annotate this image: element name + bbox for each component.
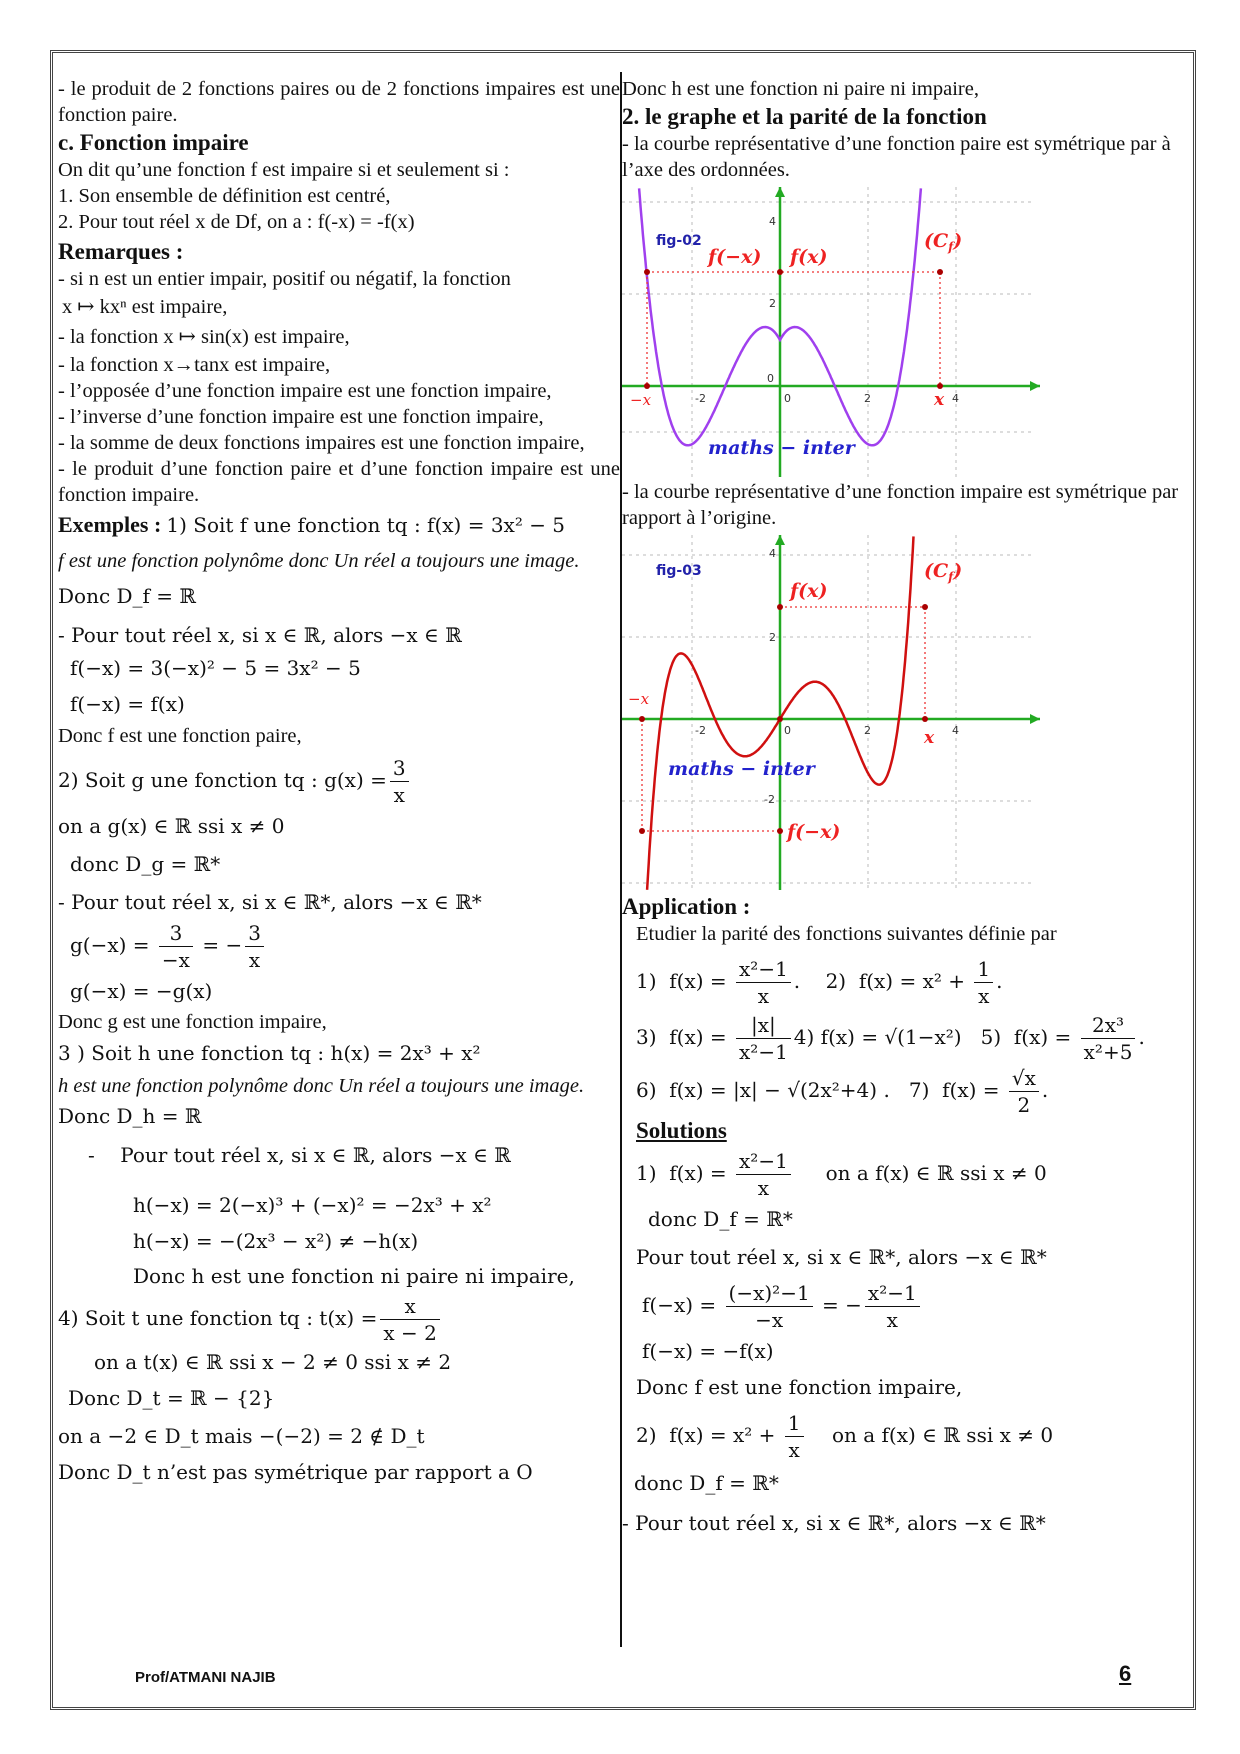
math-line: f(−x) = f(x)	[70, 692, 185, 716]
text-line: - la courbe représentative d’une fonction paire est symétrique par à l’axe des ordonnées.	[622, 133, 1171, 181]
even-function-graph	[622, 187, 1042, 477]
examples-heading: Exemples :	[58, 512, 162, 537]
text-line: 1. Son ensemble de définition est centré,	[58, 185, 391, 207]
tick-label: 4	[952, 392, 959, 405]
math-line: donc D_f = ℝ*	[648, 1207, 793, 1231]
math-line: h(−x) = 2(−x)³ + (−x)² = −2x³ + x²	[133, 1193, 492, 1217]
math-line: - Pour tout réel x, si x ∈ ℝ, alors −x ∈ ℝ	[58, 623, 462, 647]
tick-label: 4	[769, 547, 776, 560]
text-line: h est une fonction polynôme donc Un réel a toujours une image.	[58, 1075, 585, 1097]
label-f-minus-x: f(−x)	[787, 821, 841, 843]
math-line: h(−x) = −(2x³ − x²) ≠ −h(x)	[133, 1229, 419, 1253]
tick-label: 4	[769, 215, 776, 228]
text-line: Donc f est une fonction paire,	[58, 725, 302, 747]
section-heading: Application :	[622, 894, 751, 919]
math-line: 4) Soit t une fonction tq : t(x) =	[58, 1306, 378, 1330]
math-line: 2) Soit g une fonction tq : g(x) =	[58, 768, 387, 792]
label-f-x: f(x)	[790, 580, 828, 602]
math-line: 1) Soit f une fonction tq : f(x) = 3x² − 5	[166, 513, 566, 537]
watermark: maths − inter	[668, 758, 815, 780]
math-line: f(−x) = −f(x)	[642, 1339, 774, 1363]
page-number: 6	[1119, 1661, 1132, 1686]
label-x: x	[934, 390, 945, 410]
tick-label: 0	[767, 372, 774, 385]
math-line: Donc D_t n’est pas symétrique par rapport a O	[58, 1460, 533, 1484]
text-line: On dit qu’une fonction f est impaire si et seulement si :	[58, 159, 510, 181]
tick-label: 2	[864, 392, 871, 405]
section-heading: 2. le graphe et la parité de la fonction	[622, 104, 987, 129]
text-line: 2. Pour tout réel x de Df, on a : f(-x) = -f(x)	[58, 211, 415, 233]
math-line: donc D_f = ℝ*	[634, 1471, 779, 1495]
text-line: - la fonction x ↦ sin(x) est impaire,	[58, 326, 350, 348]
tick-label: 0	[784, 392, 791, 405]
text-line: - l’opposée d’une fonction impaire est une fonction impaire,	[58, 380, 552, 402]
tick-label: -2	[695, 724, 706, 737]
math-line: f(−x) = 3(−x)² − 5 = 3x² − 5	[70, 656, 361, 680]
text-line: - la somme de deux fonctions impaires est une fonction impaire,	[58, 432, 585, 454]
text-line: Donc h est une fonction ni paire ni impaire,	[622, 78, 979, 100]
math-line: g(−x) = −g(x)	[70, 979, 213, 1003]
label-f-x: f(x)	[790, 246, 828, 268]
math-line: on a g(x) ∈ ℝ ssi x ≠ 0	[58, 814, 285, 838]
curve-label: $(C_f)$	[924, 560, 963, 584]
text-line: - l’inverse d’une fonction impaire est une fonction impaire,	[58, 406, 544, 428]
math-line: Donc h est une fonction ni paire ni impaire,	[133, 1264, 575, 1288]
exercise-line: 6) f(x) = |x| − √(2x²+4) . 7) f(x) = $\frac{√x}{2}$ .	[636, 1066, 1049, 1117]
tick-label: -2	[764, 793, 775, 806]
math-line: - Pour tout réel x, si x ∈ ℝ*, alors −x ∈ ℝ*	[58, 890, 482, 914]
math-line: 3 ) Soit h une fonction tq : h(x) = 2x³ + x²	[58, 1041, 481, 1065]
watermark: maths − inter	[708, 437, 855, 459]
section-heading: Remarques :	[58, 239, 184, 264]
math-line: Donc D_t = ℝ − {2}	[68, 1386, 275, 1410]
math-line: g(−x) = $\frac{3}{-x}$ = − $\frac{3}{x}$	[58, 920, 620, 973]
text-line: - le produit de 2 fonctions paires ou de 2 fonctions impaires est une fonction paire.	[58, 78, 620, 126]
author: Prof/ATMANI NAJIB	[135, 1669, 276, 1686]
text-line: f est une fonction polynôme donc Un réel a toujours une image.	[58, 550, 580, 572]
curve-label: $(C_f)$	[924, 230, 963, 254]
text-line: - la courbe représentative d’une fonction impaire est symétrique par rapport à l’origine.	[622, 481, 1179, 529]
text-line: Donc g est une fonction impaire,	[58, 1011, 327, 1033]
tick-label: 4	[952, 724, 959, 737]
text-line: - la fonction x→tanx est impaire,	[58, 354, 331, 376]
tick-label: 0	[784, 724, 791, 737]
math-line: donc D_g = ℝ*	[70, 852, 221, 876]
math-line: - Pour tout réel x, si x ∈ ℝ, alors −x ∈ ℝ	[88, 1143, 511, 1167]
label-f-minus-x: f(−x)	[708, 246, 762, 268]
label-minus-x: −x	[628, 690, 650, 708]
math-line: Donc D_f = ℝ	[58, 584, 197, 608]
math-line: on a t(x) ∈ ℝ ssi x − 2 ≠ 0 ssi x ≠ 2	[94, 1350, 452, 1374]
math-line: x ↦ kxⁿ est impaire,	[62, 296, 228, 318]
tick-label: 2	[864, 724, 871, 737]
figure-tag: fig-03	[656, 563, 702, 579]
text-line: - si n est un entier impair, positif ou négatif, la fonction	[58, 268, 511, 290]
math-line: f(−x) = $\frac{\text{(−x)²−1}}{-x}$ = − $\frac{\text{x²−1}}{x}$	[622, 1277, 1187, 1333]
tick-label: 2	[769, 297, 776, 310]
label-minus-x: −x	[630, 391, 652, 409]
math-line: Donc f est une fonction impaire,	[636, 1375, 963, 1399]
tick-label: 2	[769, 631, 776, 644]
exercise-line: 3) f(x) = $\frac{|x|}{\text{x²−1}}$ 4) f(x) = √(1−x²) 5) f(x) = $\frac{\text{2x³}}{\text{x²+5}}$ .	[636, 1013, 1145, 1064]
text-line: Etudier la parité des fonctions suivantes définie par	[636, 923, 1057, 945]
odd-function-graph	[622, 535, 1042, 890]
math-line: Donc D_h = ℝ	[58, 1104, 202, 1128]
tick-label: -2	[695, 392, 706, 405]
solutions-heading: Solutions	[636, 1118, 727, 1143]
right-column	[622, 76, 1187, 1545]
math-line: - Pour tout réel x, si x ∈ ℝ*, alors −x ∈ ℝ*	[622, 1511, 1046, 1535]
fraction: $\frac{x}{x - 2}$	[380, 1293, 439, 1346]
fraction: $\frac{3}{x}$	[390, 755, 409, 808]
math-line: 2) f(x) = x² + $\frac{1}{x}$ on a f(x) ∈ ℝ ssi x ≠ 0	[636, 1411, 1054, 1462]
text-line: - le produit d’une fonction paire et d’une fonction impaire est une fonction impaire.	[58, 458, 620, 506]
math-line: on a −2 ∈ D_t mais −(−2) = 2 ∉ D_t	[58, 1424, 425, 1448]
section-heading: c. Fonction impaire	[58, 130, 249, 155]
exercise-line: 1) f(x) = $\frac{\text{x²−1}}{x}$ . 2) f(x) = x² + $\frac{1}{x}$ .	[636, 957, 1003, 1008]
left-column	[58, 76, 620, 1490]
math-line: 1) f(x) = $\frac{\text{x²−1}}{x}$ on a f(x) ∈ ℝ ssi x ≠ 0	[636, 1149, 1047, 1200]
label-x: x	[924, 728, 935, 748]
math-line: Pour tout réel x, si x ∈ ℝ*, alors −x ∈ ℝ*	[636, 1245, 1047, 1269]
figure-tag: fig-02	[656, 233, 702, 249]
